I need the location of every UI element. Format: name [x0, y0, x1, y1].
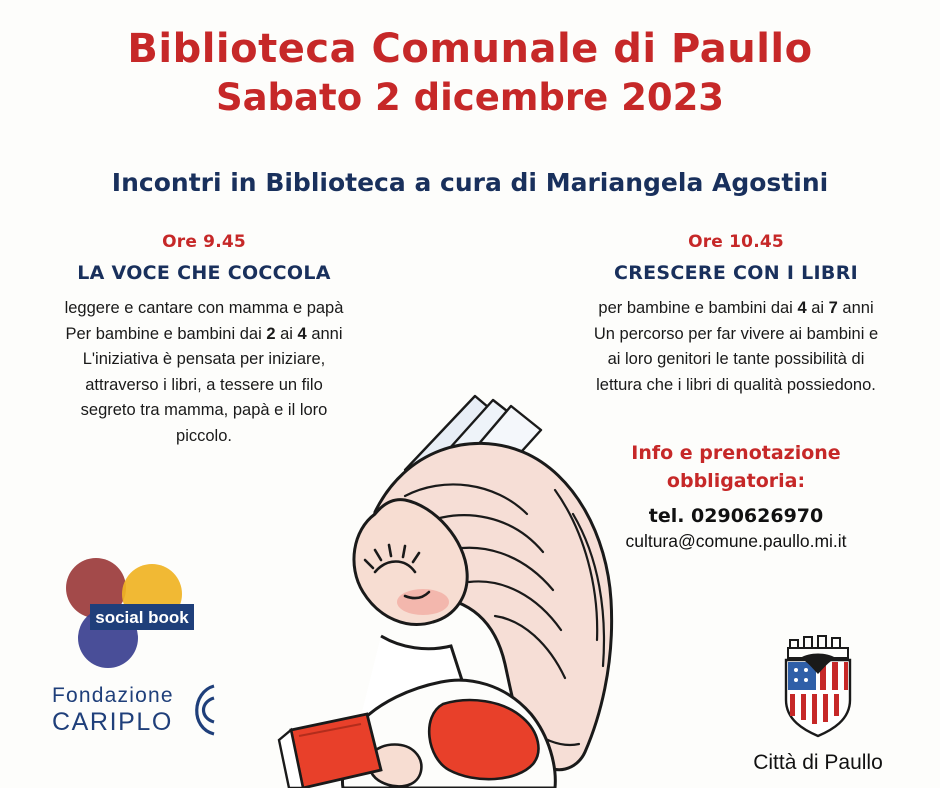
event-title-1: LA VOCE CHE COCCOLA	[77, 262, 331, 284]
event-desc-line: piccolo.	[176, 426, 232, 445]
booking-heading-line2: obbligatoria:	[666, 469, 806, 492]
event-desc-line: leggere e cantare con mamma e papà	[64, 299, 344, 317]
event-time-1: Ore 9.45	[162, 232, 246, 252]
event-time-2: Ore 10.45	[688, 232, 784, 252]
logo-fondazione-cariplo	[52, 682, 252, 742]
event-desc-line: segreto tra mamma, papà e il loro	[80, 401, 328, 420]
poster-title-block	[0, 28, 940, 120]
booking-phone[interactable]: tel. 0290626970	[648, 505, 824, 528]
event-title-2: CRESCERE CON I LIBRI	[613, 262, 859, 284]
logo-social-book	[50, 556, 240, 676]
logo-comune-paullo	[718, 628, 918, 775]
cariplo-line1: Fondazione	[52, 684, 174, 708]
event-desc-line: per bambine e bambini dai 4 ai 7 anni	[598, 299, 874, 317]
event-desc-line: Un percorso per far vivere ai bambini e	[593, 324, 879, 343]
event-desc-line: attraverso i libri, a tessere un filo	[85, 375, 323, 394]
booking-email[interactable]: cultura@comune.paullo.mi.it	[625, 531, 847, 552]
comune-label: Città di Paullo	[753, 751, 883, 774]
svg-text:social book: social book	[95, 608, 189, 627]
page-title: Biblioteca Comunale di Paullo	[127, 26, 813, 72]
coat-of-arms-icon	[770, 628, 866, 738]
event-desc-line: Per bambine e bambini dai 2 ai 4 anni	[65, 324, 343, 343]
booking-heading-line1: Info e prenotazione	[631, 442, 841, 464]
event-desc-line: ai loro genitori le tante possibilità di	[607, 350, 865, 369]
cariplo-wordmark	[52, 684, 174, 736]
cariplo-mark-icon	[184, 682, 226, 738]
event-desc-line: L'iniziativa è pensata per iniziare,	[82, 350, 326, 369]
page-subtitle-date: Sabato 2 dicembre 2023	[215, 76, 725, 120]
illustration-child-reading	[255, 300, 685, 788]
poster-subtitle: Incontri in Biblioteca a cura di Mariangela Agostini	[111, 168, 829, 197]
cariplo-line2: CARIPLO	[52, 707, 173, 736]
event-desc-line: lettura che i libri di qualità possiedono.	[596, 375, 876, 394]
